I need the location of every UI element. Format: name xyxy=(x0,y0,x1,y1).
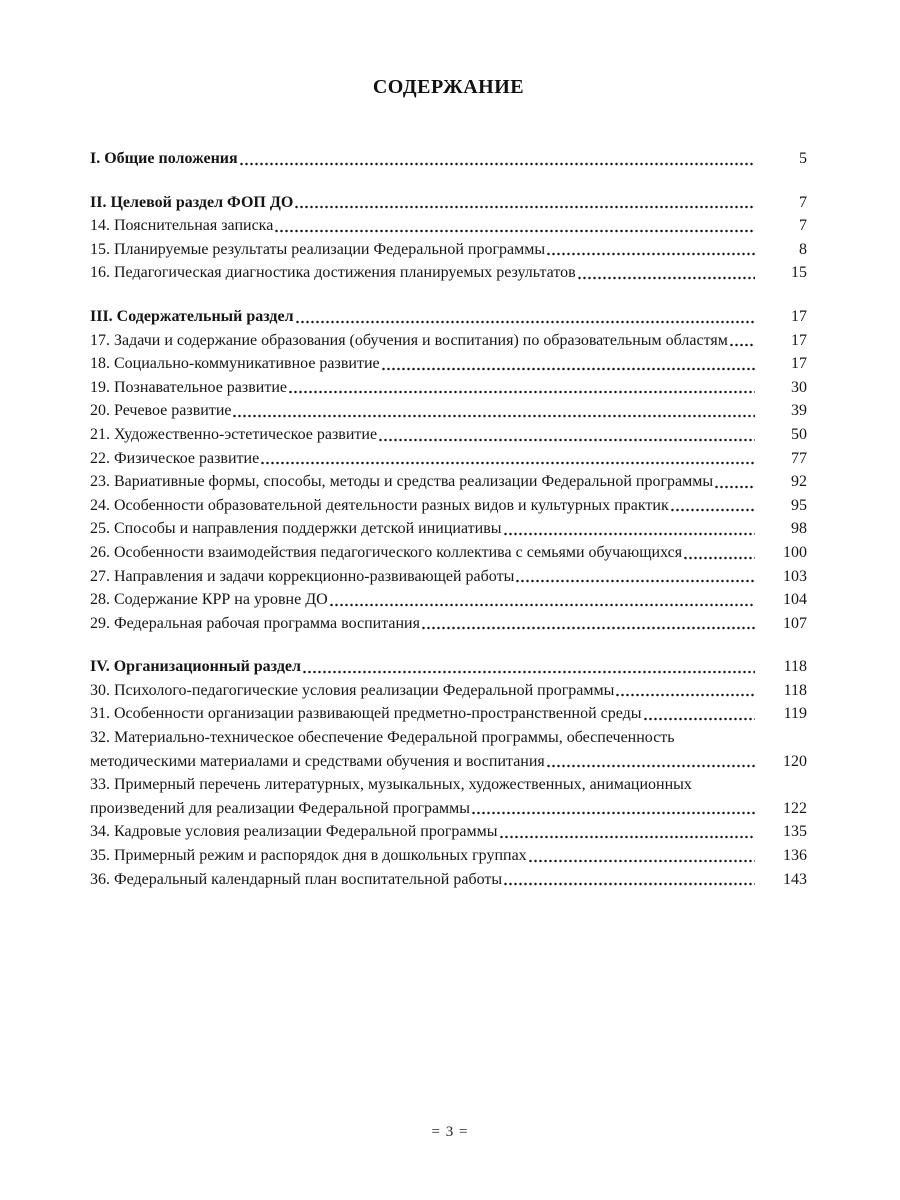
toc-entry-row xyxy=(90,820,807,844)
toc-entry-page-number: 103 xyxy=(783,567,807,585)
toc-entry-text: IV. Организационный раздел xyxy=(90,658,301,676)
dot-leader xyxy=(378,423,755,447)
dot-leader xyxy=(546,238,755,262)
toc-entry-row xyxy=(90,541,807,565)
toc-entry-page-number: 122 xyxy=(783,799,807,817)
toc-entry-row xyxy=(90,147,807,171)
toc-entry xyxy=(90,541,807,565)
dot-leader xyxy=(714,470,755,494)
toc-entry-page-number: 135 xyxy=(783,823,807,841)
toc-entry-text: 17. Задачи и содержание образования (обучения и воспитания) по образовательным областям xyxy=(90,331,728,349)
dot-leader xyxy=(546,750,755,774)
toc-entry-page-number: 50 xyxy=(791,425,807,443)
toc-entry xyxy=(90,773,807,820)
toc-entry-row xyxy=(90,565,807,589)
toc-entry-page-number: 7 xyxy=(799,193,807,211)
dot-leader xyxy=(683,541,755,565)
toc-entry-row xyxy=(90,655,807,679)
dot-leader xyxy=(499,820,755,844)
toc-entry-row xyxy=(90,470,807,494)
toc-entry-row xyxy=(90,750,807,774)
toc-entry xyxy=(90,470,807,494)
toc-entry-row xyxy=(90,352,807,376)
toc-entry xyxy=(90,191,807,215)
toc-entry-row xyxy=(90,702,807,726)
dot-leader xyxy=(577,261,755,285)
toc-entry-text: II. Целевой раздел ФОП ДО xyxy=(90,193,294,211)
dot-leader xyxy=(260,447,755,471)
dot-leader xyxy=(670,494,755,518)
page-number-footer: = 3 = xyxy=(431,1124,469,1140)
toc-entry-page-number: 107 xyxy=(783,614,807,632)
dot-leader xyxy=(295,305,755,329)
toc-entry-row xyxy=(90,447,807,471)
toc-entry-text: методическими материалами и средствами обучения и воспитания xyxy=(90,752,545,770)
toc-entry-row xyxy=(90,329,807,353)
toc-entry xyxy=(90,655,807,679)
toc-entry-text: 34. Кадровые условия реализации Федеральной программы xyxy=(90,823,498,841)
toc-entry-text: 20. Речевое развитие xyxy=(90,402,232,420)
toc-entry-text: 24. Особенности образовательной деятельности разных видов и культурных практик xyxy=(90,496,669,514)
dot-leader xyxy=(515,565,755,589)
toc-entry-text: произведений для реализации Федеральной программы xyxy=(90,799,471,817)
dot-leader xyxy=(302,655,755,679)
toc-entry xyxy=(90,726,807,773)
toc-entry-page-number: 143 xyxy=(783,870,807,888)
page-title: СОДЕРЖАНИЕ xyxy=(372,76,525,98)
toc-entry xyxy=(90,305,807,329)
toc-entry-row xyxy=(90,423,807,447)
toc-entry-page-number: 120 xyxy=(783,752,807,770)
toc-entry xyxy=(90,868,807,892)
toc-entry-text: 28. Содержание КРР на уровне ДО xyxy=(90,591,328,609)
dot-leader xyxy=(615,679,755,703)
toc-entry-text: 36. Федеральный календарный план воспитательной работы xyxy=(90,870,503,888)
toc-entry xyxy=(90,494,807,518)
toc-entry-text: 15. Планируемые результаты реализации Федеральной программы xyxy=(90,240,546,258)
toc-entry xyxy=(90,261,807,285)
toc-entry-page-number: 7 xyxy=(799,217,807,235)
toc-entry-first-line: 33. Примерный перечень литературных, музыкальных, художественных, анимационных xyxy=(90,776,692,794)
toc-entry-text: 25. Способы и направления поддержки детской инициативы xyxy=(90,520,502,538)
toc-entry-page-number: 17 xyxy=(791,355,807,373)
toc-entry-row xyxy=(90,399,807,423)
toc-entry-text: 26. Особенности взаимодействия педагогического коллектива с семьями обучающихся xyxy=(90,543,683,561)
toc-entry xyxy=(90,376,807,400)
toc-entry xyxy=(90,844,807,868)
toc-entry-page-number: 95 xyxy=(791,496,807,514)
toc-entry-row xyxy=(90,494,807,518)
dot-leader xyxy=(503,868,755,892)
toc-entry-page-number: 77 xyxy=(791,449,807,467)
toc-entry-page-number: 39 xyxy=(791,402,807,420)
toc-entry xyxy=(90,399,807,423)
toc-entry xyxy=(90,214,807,238)
toc-entry-page-number: 15 xyxy=(791,264,807,282)
toc-entry xyxy=(90,447,807,471)
dot-leader xyxy=(294,191,755,215)
toc-entry-text: 16. Педагогическая диагностика достижения планируемых результатов xyxy=(90,264,576,282)
toc-entry-text: 19. Познавательное развитие xyxy=(90,378,287,396)
toc-entry-text: 18. Социально-коммуникативное развитие xyxy=(90,355,380,373)
toc-entry xyxy=(90,423,807,447)
toc-entry-page-number: 17 xyxy=(791,331,807,349)
toc-entry-page-number: 5 xyxy=(799,150,807,167)
table-of-contents xyxy=(90,147,807,891)
dot-leader xyxy=(288,376,755,400)
toc-entry xyxy=(90,238,807,262)
toc-entry-text: 22. Физическое развитие xyxy=(90,449,260,467)
toc-entry-row xyxy=(90,679,807,703)
toc-entry-page-number: 119 xyxy=(783,705,807,723)
dot-leader xyxy=(421,612,755,636)
toc-entry-page-number: 30 xyxy=(791,378,807,396)
toc-entry-text: 30. Психолого-педагогические условия реализации Федеральной программы xyxy=(90,681,615,699)
toc-entry xyxy=(90,702,807,726)
toc-entry-row xyxy=(90,214,807,238)
toc-entry-page-number: 92 xyxy=(791,473,807,491)
toc-entry xyxy=(90,329,807,353)
toc-entry-text: 21. Художественно-эстетическое развитие xyxy=(90,425,378,443)
toc-entry-text: 31. Особенности организации развивающей предметно-пространственной среды xyxy=(90,705,642,723)
toc-entry xyxy=(90,679,807,703)
toc-entry xyxy=(90,352,807,376)
toc-entry-text: 29. Федеральная рабочая программа воспитания xyxy=(90,614,420,632)
dot-leader xyxy=(471,797,755,821)
toc-entry-page-number: 118 xyxy=(783,681,807,699)
toc-entry-text: 23. Вариативные формы, способы, методы и средства реализации Федеральной программы xyxy=(90,473,714,491)
dot-leader xyxy=(643,702,755,726)
toc-entry xyxy=(90,147,807,171)
toc-entry-page-number: 100 xyxy=(783,543,807,561)
toc-entry-row xyxy=(90,238,807,262)
dot-leader xyxy=(329,588,755,612)
toc-entry-text: I. Общие положения xyxy=(90,150,238,167)
toc-entry-row xyxy=(90,844,807,868)
toc-entry-first-line: 32. Материально-техническое обеспечение Федеральной программы, обеспеченность xyxy=(90,729,675,747)
toc-entry xyxy=(90,612,807,636)
dot-leader xyxy=(274,214,755,238)
toc-entry-text: III. Содержательный раздел xyxy=(90,307,294,325)
dot-leader xyxy=(232,399,755,423)
toc-entry-row xyxy=(90,517,807,541)
toc-entry-page-number: 104 xyxy=(783,591,807,609)
toc-entry-page-number: 17 xyxy=(791,307,807,325)
toc-entry-page-number: 136 xyxy=(783,847,807,865)
toc-entry-text: 35. Примерный режим и распорядок дня в дошкольных группах xyxy=(90,847,527,865)
toc-entry xyxy=(90,517,807,541)
dot-leader xyxy=(729,329,755,353)
dot-leader xyxy=(503,517,755,541)
toc-entry xyxy=(90,588,807,612)
toc-entry-row xyxy=(90,588,807,612)
dot-leader xyxy=(528,844,755,868)
toc-entry xyxy=(90,565,807,589)
toc-entry-text: 14. Пояснительная записка xyxy=(90,217,274,235)
dot-leader xyxy=(239,147,755,171)
toc-entry xyxy=(90,820,807,844)
dot-leader xyxy=(381,352,755,376)
toc-entry-page-number: 98 xyxy=(791,520,807,538)
toc-entry-row xyxy=(90,261,807,285)
toc-entry-row xyxy=(90,612,807,636)
toc-entry-row xyxy=(90,305,807,329)
toc-entry-row xyxy=(90,191,807,215)
toc-entry-row xyxy=(90,868,807,892)
toc-entry-page-number: 118 xyxy=(783,658,807,676)
toc-entry-text: 27. Направления и задачи коррекционно-развивающей работы xyxy=(90,567,515,585)
toc-entry-row xyxy=(90,797,807,821)
toc-entry-row xyxy=(90,376,807,400)
toc-entry-page-number: 8 xyxy=(799,240,807,258)
